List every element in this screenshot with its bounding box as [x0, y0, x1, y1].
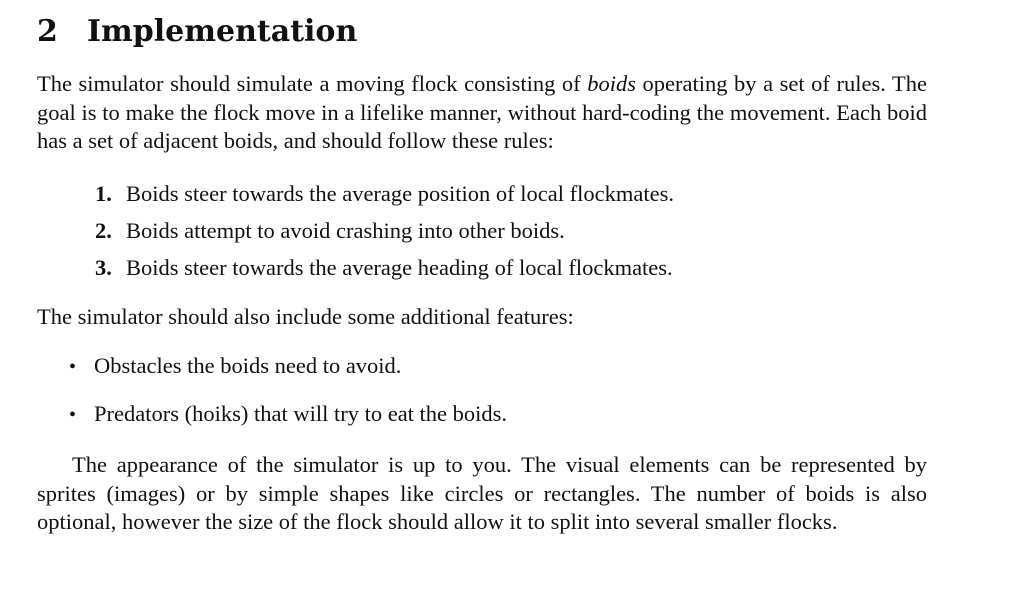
- section-heading: [37, 12, 927, 52]
- features-list: [37, 353, 927, 449]
- intro-italic-term: boids: [587, 71, 636, 96]
- rule-number: 1.: [95, 180, 112, 206]
- document-page: [37, 12, 927, 537]
- appearance-paragraph: The appearance of the simulator is up to you. The visual elements can be represented by sprites (images) or by simple shapes like circles or rectangles. The number of boids is also optional, however the size of the flock should allow it to split into several smaller flocks.: [37, 452, 927, 534]
- rule-number: 2.: [95, 217, 112, 243]
- rules-list: [37, 181, 927, 292]
- bullet-icon: •: [69, 404, 77, 426]
- feature-text: Predators (hoiks) that will try to eat the boids.: [94, 401, 508, 426]
- intro-text-end: operating by a set of rules. The goal is to make the flock move in a lifelike manner, without hard-coding the movement. Each boid has a set of adjacent boids, and should follow these rules:: [37, 71, 927, 153]
- section-number: 2: [37, 14, 58, 49]
- rule-item: [95, 218, 927, 255]
- feature-item: [69, 401, 927, 449]
- intro-text-start: The simulator should simulate a moving flock consisting of: [37, 71, 588, 96]
- section-title: Implementation: [87, 14, 358, 49]
- bullet-icon: •: [69, 356, 77, 378]
- feature-text: Obstacles the boids need to avoid.: [94, 353, 402, 378]
- rule-text: Boids steer towards the average position of local flockmates.: [126, 180, 674, 206]
- rule-text: Boids steer towards the average heading of local flockmates.: [126, 254, 673, 280]
- rule-number: 3.: [95, 254, 112, 280]
- rule-item: [95, 255, 927, 292]
- feature-item: [69, 353, 927, 401]
- intro-paragraph: [37, 70, 927, 156]
- features-intro-paragraph: The simulator should also include some additional features:: [37, 303, 574, 329]
- rule-item: [95, 181, 927, 218]
- rule-text: Boids attempt to avoid crashing into other boids.: [126, 217, 565, 243]
